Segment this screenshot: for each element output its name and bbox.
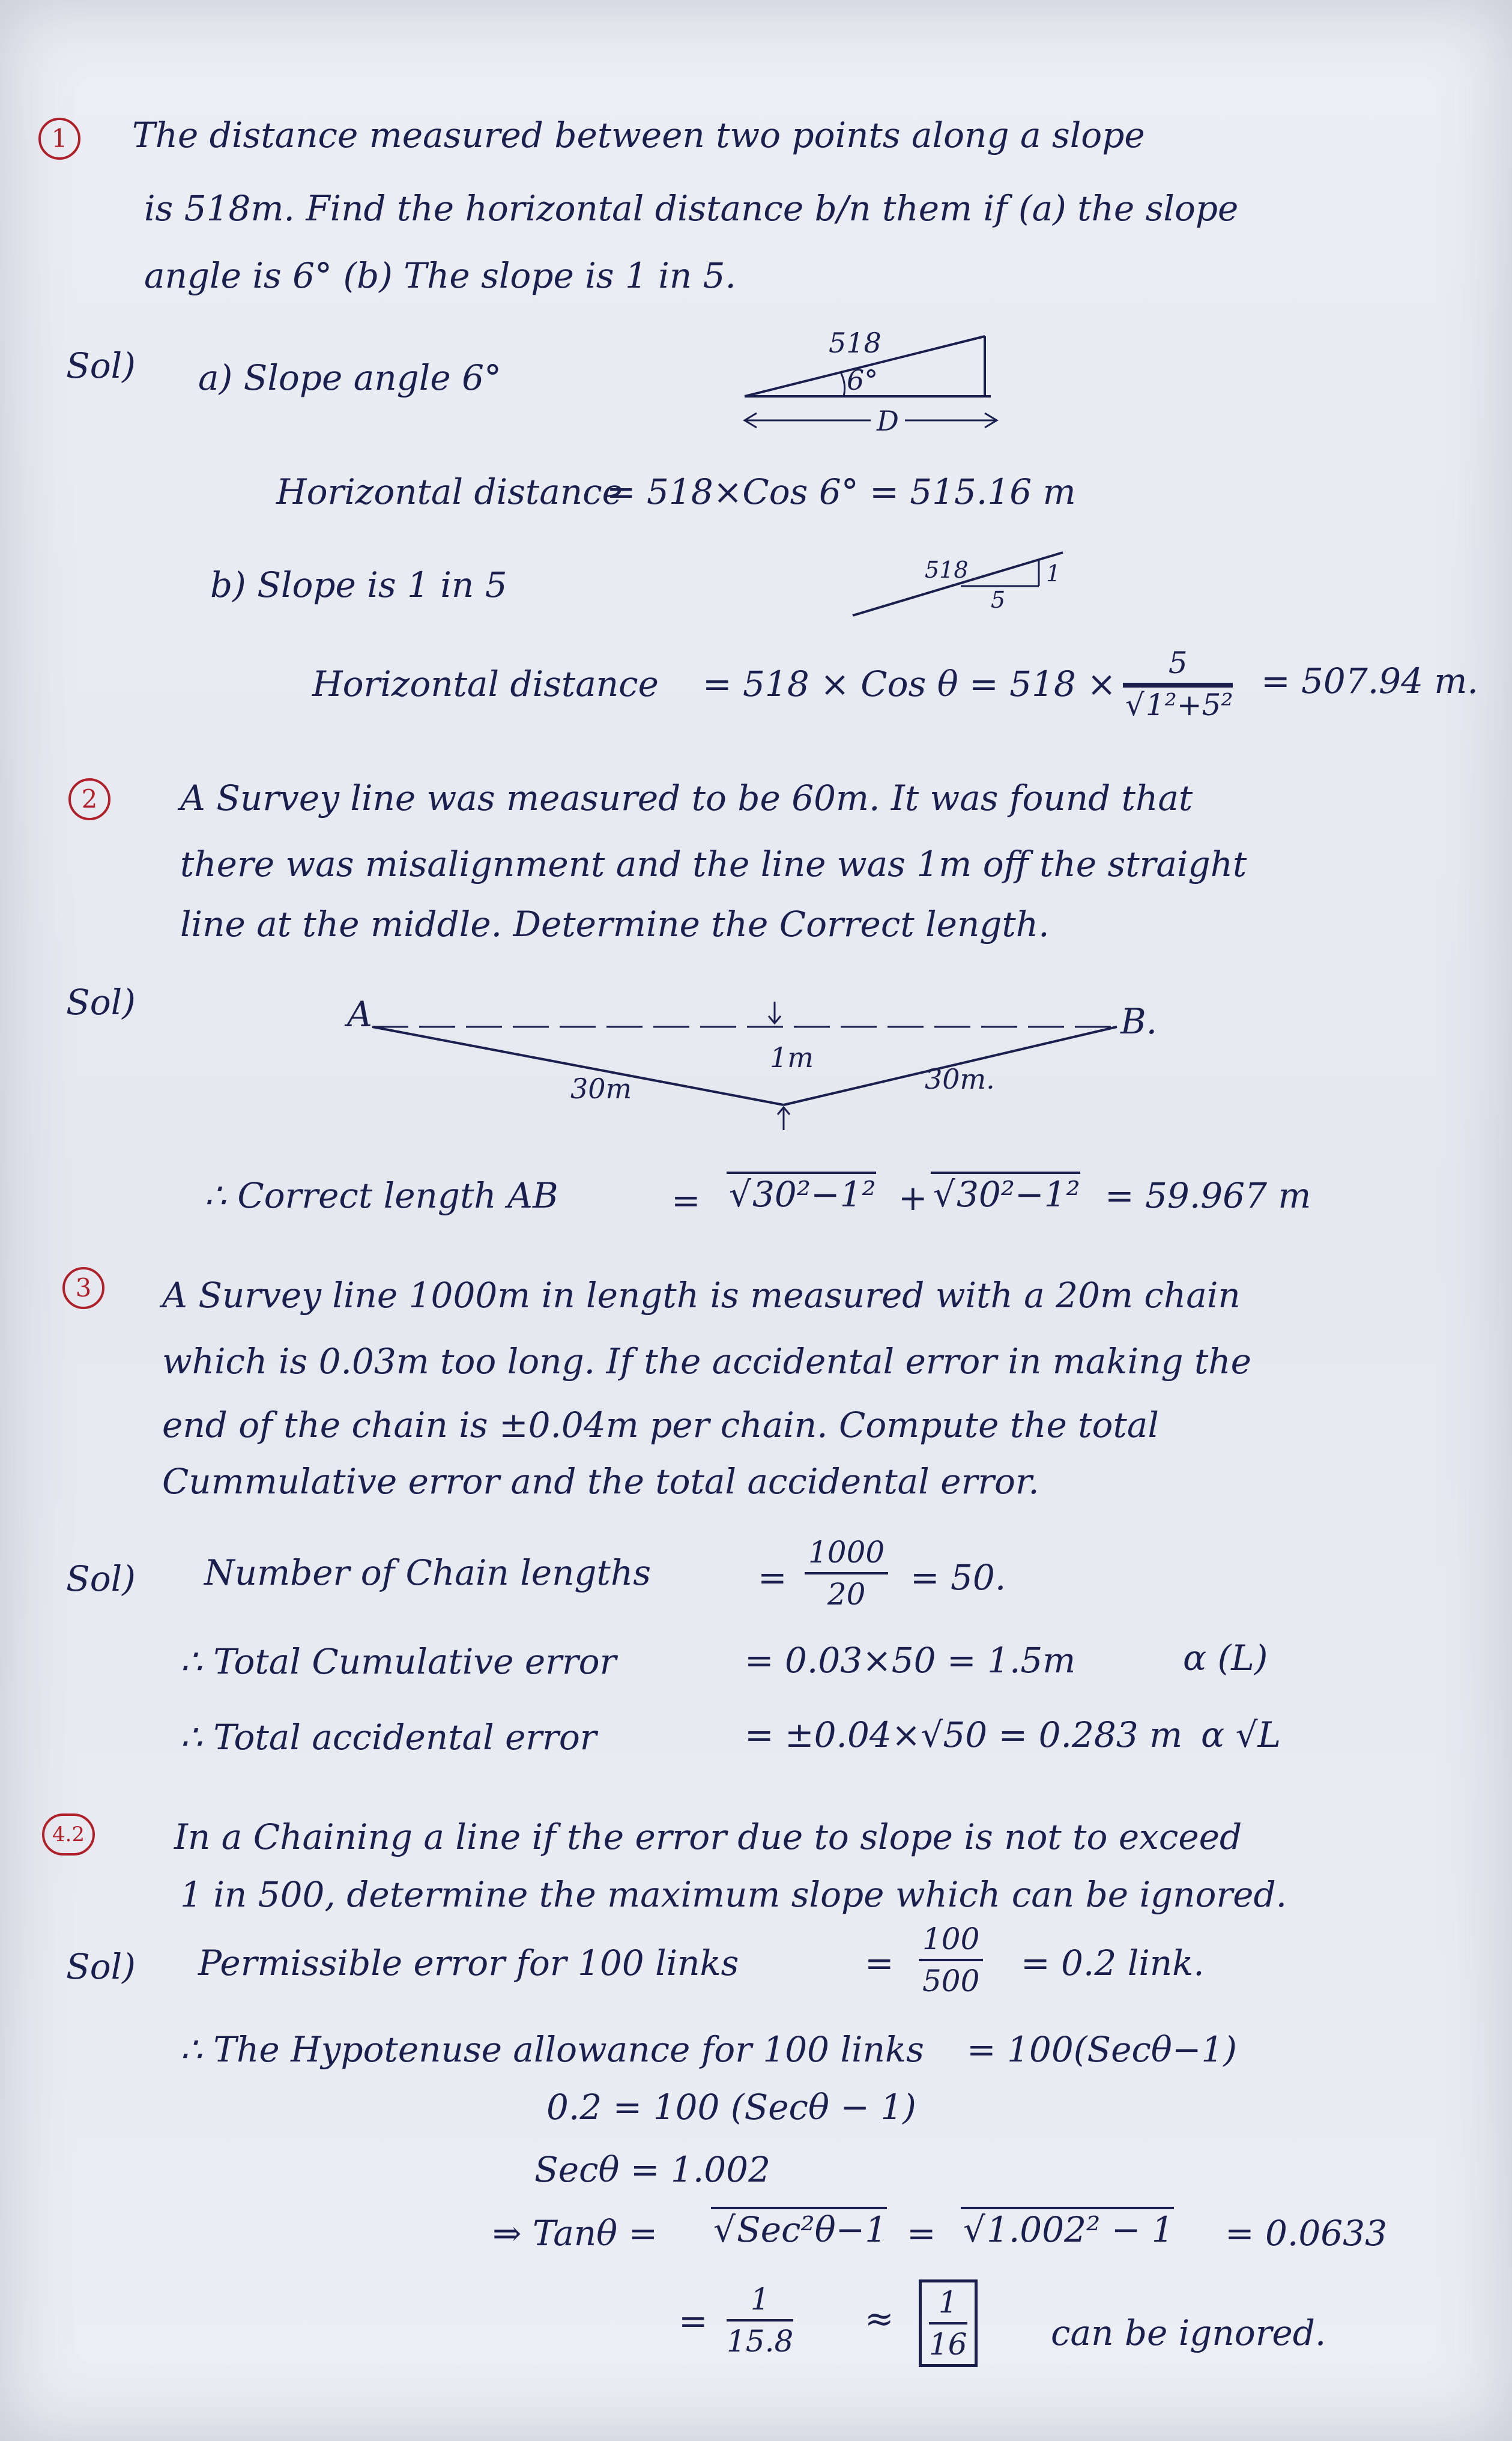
q1-b-calc-label: Horizontal distance xyxy=(312,664,659,704)
q2-point-a: A xyxy=(347,994,372,1035)
fraction-denominator: 15.8 xyxy=(727,2324,794,2359)
sqrt-term: √ 30²−1² xyxy=(931,1172,1080,1215)
q1-b-fraction xyxy=(1123,646,1233,722)
q1-a-calc-expr: = 518×Cos 6° = 515.16 m xyxy=(606,471,1076,512)
q1-a-calc-label: Horizontal distance xyxy=(276,471,623,512)
q1-sol-label: Sol) xyxy=(66,345,136,386)
q3-sol-label: Sol) xyxy=(66,1558,136,1599)
q1-text-line1: The distance measured between two points along a slope xyxy=(132,115,1145,156)
q2-plus: + xyxy=(898,1178,928,1218)
q2-offset-label: 1m xyxy=(770,1041,814,1074)
q4-perm-result: = 0.2 link. xyxy=(1021,1943,1205,1983)
q3-cum-prop: α (L) xyxy=(1183,1638,1268,1678)
q2-calc-label: ∴ Correct length AB xyxy=(204,1175,558,1216)
q3-text-line3: end of the chain is ±0.04m per chain. Compute the total xyxy=(162,1405,1159,1445)
q4-step-1: 0.2 = 100 (Secθ − 1) xyxy=(546,2087,916,2128)
q3-text-line4: Cummulative error and the total accidental error. xyxy=(162,1461,1039,1502)
q2-text-line3: line at the middle. Determine the Correct length. xyxy=(180,904,1050,945)
q2-point-b: B. xyxy=(1120,1001,1158,1042)
fraction-numerator: 100 xyxy=(919,1922,983,1961)
q4-tan-label: ⇒ Tanθ = xyxy=(492,2213,658,2254)
q4-answer-box xyxy=(919,2279,978,2367)
q3-text-line1: A Survey line 1000m in length is measured with a 20m chain xyxy=(162,1275,1241,1316)
q1-b-calc-expr: = 518 × Cos θ = 518 × xyxy=(703,664,1116,704)
q1-fig-b-run: 5 xyxy=(991,587,1006,613)
q4-hyp-expr: = 100(Secθ−1) xyxy=(967,2029,1237,2070)
q3-cum-label: ∴ Total Cumulative error xyxy=(180,1641,617,1682)
q1-fig-b-length: 518 xyxy=(925,557,969,583)
q4-perm-label: Permissible error for 100 links xyxy=(198,1943,739,1983)
question-number-1: 1 xyxy=(38,118,80,160)
q2-text-line2: there was misalignment and the line was 1m off the straight xyxy=(180,844,1247,885)
q2-left-length: 30m xyxy=(570,1072,632,1105)
q1-fig-a-d: D xyxy=(871,407,905,435)
q1-part-a-label: a) Slope angle 6° xyxy=(198,357,502,398)
fraction-denominator: 16 xyxy=(929,2327,967,2362)
q3-acc-expr: = ±0.04×√50 = 0.283 m xyxy=(745,1714,1183,1755)
q3-acc-label: ∴ Total accidental error xyxy=(180,1717,597,1758)
sqrt-term: √ Sec²θ−1 xyxy=(711,2207,887,2250)
q3-n-label: Number of Chain lengths xyxy=(204,1552,651,1593)
q2-calc-eq: = xyxy=(671,1180,701,1221)
fraction-denominator: 20 xyxy=(827,1577,866,1612)
fraction-numerator: 1000 xyxy=(805,1535,888,1574)
q4-tan-eq: = xyxy=(907,2213,936,2254)
q4-conclusion: can be ignored. xyxy=(1051,2312,1326,2353)
q4-perm-eq: = xyxy=(865,1943,894,1983)
q1-b-result: = 507.94 m. xyxy=(1261,661,1478,701)
q4-ratio-eq: = xyxy=(679,2300,708,2341)
q3-text-line2: which is 0.03m too long. If the accidental error in making the xyxy=(162,1341,1251,1382)
q4-sol-label: Sol) xyxy=(66,1946,136,1987)
q4-text-line2: 1 in 500, determine the maximum slope which can be ignored. xyxy=(180,1874,1287,1915)
q3-n-eq: = xyxy=(758,1557,787,1598)
sqrt-term: √ 1.002² − 1 xyxy=(961,2207,1174,2250)
fraction-numerator: 1 xyxy=(727,2282,793,2322)
fraction-denominator: √ 1²+5² xyxy=(1123,685,1233,722)
q3-acc-prop: α √L xyxy=(1201,1714,1281,1755)
q2-root-1 xyxy=(727,1174,876,1215)
q1-text-line2: is 518m. Find the horizontal distance b/n them if (a) the slope xyxy=(144,188,1239,229)
q4-step-2: Secθ = 1.002 xyxy=(534,2149,770,2190)
q1-text-line3: angle is 6° (b) The slope is 1 in 5. xyxy=(144,255,736,296)
q4-tan-root-2 xyxy=(961,2209,1174,2250)
q4-tan-result: = 0.0633 xyxy=(1225,2213,1387,2254)
q4-text-line1: In a Chaining a line if the error due to slope is not to exceed xyxy=(174,1816,1242,1857)
q2-sol-label: Sol) xyxy=(66,982,136,1023)
fraction-numerator: 5 xyxy=(1123,646,1233,685)
fraction-denominator: 500 xyxy=(922,1964,980,1998)
question-number-2: 2 xyxy=(68,778,110,820)
q1-part-b-label: b) Slope is 1 in 5 xyxy=(210,564,507,605)
q2-text-line1: A Survey line was measured to be 60m. It was found that xyxy=(180,778,1193,818)
q4-ratio-fraction xyxy=(727,2282,793,2359)
q4-hyp-label: ∴ The Hypotenuse allowance for 100 links xyxy=(180,2029,924,2070)
q2-right-length: 30m. xyxy=(925,1063,995,1095)
question-number-4: 4.2 xyxy=(42,1813,95,1856)
q2-root-2 xyxy=(931,1174,1080,1215)
q2-misalignment-figure xyxy=(360,997,1177,1135)
q3-n-result: = 50. xyxy=(910,1557,1006,1598)
angle-arc xyxy=(841,372,845,396)
q4-perm-fraction xyxy=(919,1922,983,1998)
q3-n-fraction xyxy=(805,1535,888,1612)
q2-result: = 59.967 m xyxy=(1105,1175,1311,1216)
q1-fig-a-angle: 6° xyxy=(847,364,878,396)
q1-fig-a-length: 518 xyxy=(829,327,881,359)
q4-tan-root-1 xyxy=(711,2209,888,2250)
q4-approx: ≈ xyxy=(865,2298,894,2339)
q3-cum-expr: = 0.03×50 = 1.5m xyxy=(745,1640,1076,1681)
q1-fig-b-rise: 1 xyxy=(1046,560,1061,587)
sqrt-term: √ 30²−1² xyxy=(727,1172,876,1215)
question-number-3: 3 xyxy=(62,1267,104,1309)
fraction-numerator: 1 xyxy=(929,2285,967,2325)
